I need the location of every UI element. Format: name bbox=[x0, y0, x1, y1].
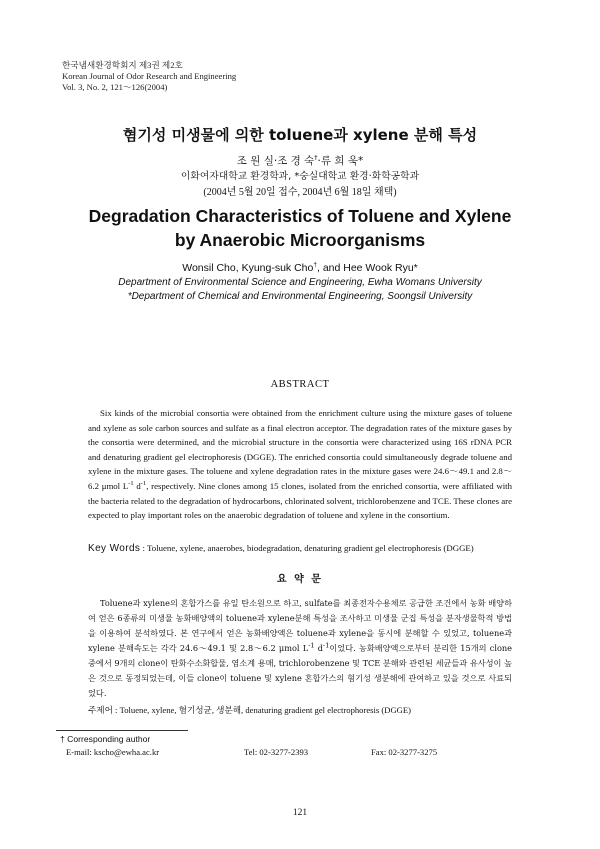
english-authors-rest: , and Hee Wook Ryu* bbox=[316, 262, 418, 274]
abstract-paragraph bbox=[88, 406, 512, 523]
abstract-heading: ABSTRACT bbox=[270, 379, 330, 390]
abstract-body bbox=[88, 406, 512, 523]
keywords bbox=[88, 543, 528, 554]
abstract-text-2: d bbox=[133, 480, 141, 491]
keywords-label: Key Words bbox=[88, 543, 141, 554]
korean-abstract-text-3: 이었다. 농화배양액으로부터 분리한 15개의 clone 중에서 9개의 clone이 탄화수소화합물, 염소계 용매, trichlorobenzene 및 TCE 분해와 관련된 세균들과 유사성이 높은 것으로 동정되었는데, 이들 clone이 toluene 및 xylene 혼합가스의 혐기성 생분해에 관여하고 있을 것으로 사료되었다. bbox=[88, 643, 513, 698]
journal-volume: Vol. 3, No. 2, 121～126(2004) bbox=[62, 82, 168, 92]
english-title: Degradation Characteristics of Toluene and Xylene by Anaerobic Microorganisms bbox=[88, 206, 512, 250]
abstract-sup-1: -1 bbox=[128, 480, 134, 488]
korean-keywords-label: 주제어 bbox=[88, 706, 113, 716]
footnote-divider bbox=[56, 730, 188, 731]
korean-abstract-sup-2: -1 bbox=[323, 641, 330, 650]
korean-affiliation: 이화여자대학교 환경학과, *숭실대학교 환경·화학공학과 bbox=[180, 171, 420, 182]
korean-abstract-heading: 요 약 문 bbox=[277, 574, 323, 585]
english-authors bbox=[0, 262, 600, 274]
abstract-sup-2: -1 bbox=[140, 480, 147, 488]
english-authors-main: Wonsil Cho, Kyung-suk Cho bbox=[182, 262, 314, 274]
english-corresponding-dagger: † bbox=[313, 261, 317, 269]
journal-header bbox=[62, 60, 236, 93]
footnote-email: E-mail: kscho@ewha.ac.kr bbox=[66, 747, 160, 757]
abstract-text-1: Six kinds of the microbial consortia were obtained from the enrichment culture using the mixture gases of toluene and xylene as sole carbon sources and sulfate as a final electron acceptor. The degradation rates of the mixture gases by the consortia were determined, and the microbial structure in the consortia were characterized using 16S rDNA PCR and denaturing gradient gel electrophoresis (DGGE). The enriched consortia could simultaneously degrade toluene and xylene in the mixture gases. The toluene and xylene degradation rates in the mixture gases were 24.6～49.1 and 2.8～6.2 μmol L bbox=[88, 408, 512, 491]
korean-authors-main: 조 원 실·조 경 숙 bbox=[236, 155, 315, 167]
journal-korean-name: 한국냄새환경학회지 제3권 제2호 bbox=[62, 60, 183, 70]
korean-abstract-body bbox=[88, 596, 512, 701]
journal-english-name: Korean Journal of Odor Research and Engineering bbox=[62, 71, 237, 81]
english-affiliation-1: Department of Environmental Science and Engineering, Ewha Womans University bbox=[118, 277, 482, 288]
korean-keywords bbox=[88, 704, 528, 716]
footnote-fax: Fax: 02-3277-3275 bbox=[371, 747, 438, 757]
corresponding-dagger: † bbox=[314, 153, 318, 162]
korean-abstract-text-2: d bbox=[314, 643, 324, 653]
page-number: 121 bbox=[292, 808, 308, 818]
footnote-tel: Tel: 02-3277-2393 bbox=[244, 747, 309, 757]
abstract-text-3: , respectively. Nine clones among 15 clones, isolated from the enriched consortia, were affiliated with the bacteria related to the degradation of hydrocarbons, chlorinated solvent, trichlorobenzene and TCE. These clones are expected to play important roles on the anaerobic degradation of toluene and xylene in the consortium. bbox=[88, 480, 512, 521]
korean-keywords-text: : Toluene, xylene, 혐기성균, 생분해, denaturing gradient gel electrophoresis (DGGE) bbox=[112, 705, 411, 715]
korean-abstract-paragraph bbox=[88, 596, 512, 701]
corresponding-author-note: † Corresponding author bbox=[60, 734, 151, 744]
korean-authors-rest: ·류 희 욱* bbox=[317, 155, 364, 167]
korean-authors bbox=[0, 153, 600, 168]
korean-title: 혐기성 미생물에 의한 toluene과 xylene 분해 특성 bbox=[122, 126, 478, 144]
received-date: (2004년 5월 20일 접수, 2004년 6월 18일 채택) bbox=[203, 187, 397, 198]
korean-abstract-text-1: Toluene과 xylene의 혼합가스를 유일 탄소원으로 하고, sulfate를 최종전자수용체로 공급한 조건에서 농화 배양하여 얻은 6종류의 미생물 농화배양액의 toluene과 xylene분해 특성을 조사하고 미생물 군집 특성을 분자생물학적 방법을 이용하여 분석하였다. 본 연구에서 얻은 농화배양액은 toluene과 xylene을 동시에 분해할 수 있었고, toluene과 xylene 분해속도는 각각 24.6～49.1 및 2.8～6.2 μmol L bbox=[88, 598, 512, 653]
korean-abstract-sup-1: -1 bbox=[308, 641, 315, 650]
keywords-text: : Toluene, xylene, anaerobes, biodegradation, denaturing gradient gel electrophoresis (DGGE) bbox=[142, 543, 474, 553]
english-affiliation-2: *Department of Chemical and Environmental Engineering, Soongsil University bbox=[127, 291, 473, 302]
